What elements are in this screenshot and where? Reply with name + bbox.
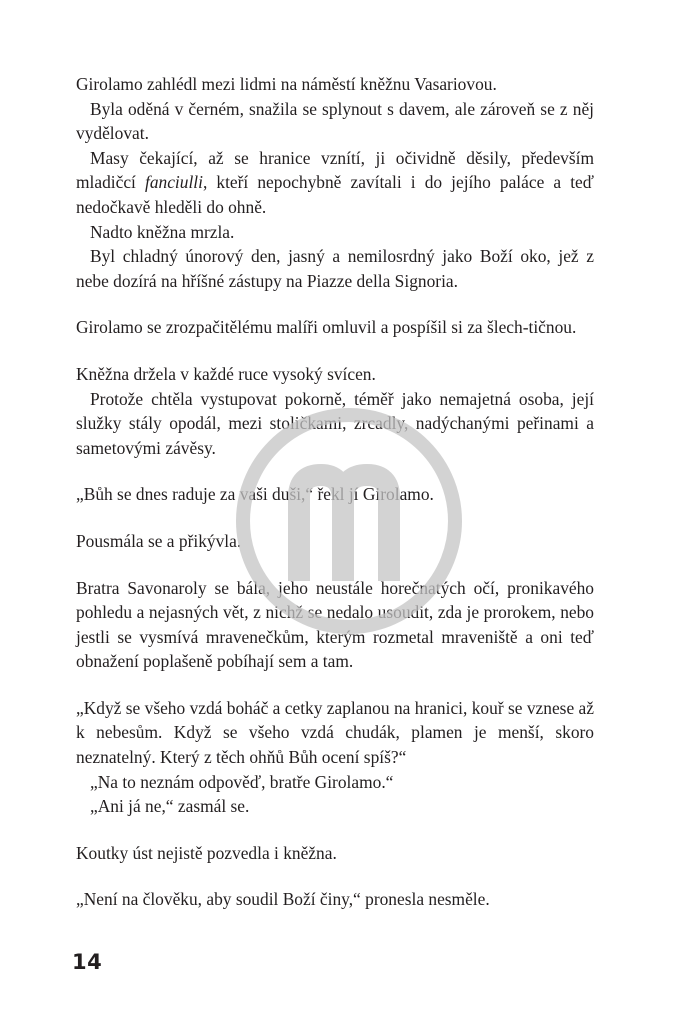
paragraph: „Bůh se dnes raduje za vaši duši,“ řekl jí Girolamo. [76,484,434,505]
paragraph: Kněžna držela v každé ruce vysoký svícen. [76,363,376,384]
paragraph: Girolamo se zrozpačitělému malíři omluvil a pospíšil si za šlech-tičnou. [76,317,577,338]
paragraph: „Na to neznám odpověď, bratře Girolamo.“ [90,771,394,792]
paragraph: „Ani já ne,“ zasmál se. [90,796,250,817]
paragraph: Girolamo zahlédl mezi lidmi na náměstí kněžnu Vasariovou. [76,74,497,94]
paragraph: Masy čekající, až se hranice vznítí, ji očividně děsily, především mladičcí fanciulli, kteří nepochybně zavítali i do jejího paláce a teď nedočkavě hleděli do ohně. [76,147,594,217]
paragraph: Pousmála se a přikývla. [76,530,242,551]
paragraph: Koutky úst nejistě pozvedla i kněžna. [76,842,337,863]
page-body [76,72,594,912]
paragraph: „Není na člověku, aby soudil Boží činy,“ pronesla nesměle. [76,889,490,910]
paragraph: „Když se všeho vzdá boháč a cetky zaplanou na hranici, kouř se vznese až k nebesům. Když se všeho vzdá chudák, plamen je menší, skoro neznatelný. Který z těch ohňů Bůh ocení spíš?“ [76,697,594,768]
paragraph: Nadto kněžna mrzla. [90,221,235,242]
paragraph: Protože chtěla vystupovat pokorně, téměř jako nemajetná osoba, její služky stály opodál, mezi stoličkami, zrcadly, nadýchanými peřinami a sametovými závěsy. [76,388,594,458]
paragraph: Byla oděná v černém, snažila se splynout s davem, ale zároveň se z něj vydělovat. [76,98,595,144]
paragraph: Bratra Savonaroly se bála, jeho neustále horečnatých očí, pronikavého pohledu a nejasných vět, z nichž se nedalo usoudit, zda je prorokem, nebo jestli se vysmívá mravenečkům, kterým rozmetal mraveniště a oni teď obnažení poplašeně pobíhají sem a tam. [76,577,594,672]
italic-word: fanciulli [144,172,203,193]
paragraph: Byl chladný únorový den, jasný a nemilosrdný jako Boží oko, jež z nebe dozírá na hříšné zástupy na Piazze della Signoria. [76,246,594,291]
page-number: 14 [72,950,103,974]
